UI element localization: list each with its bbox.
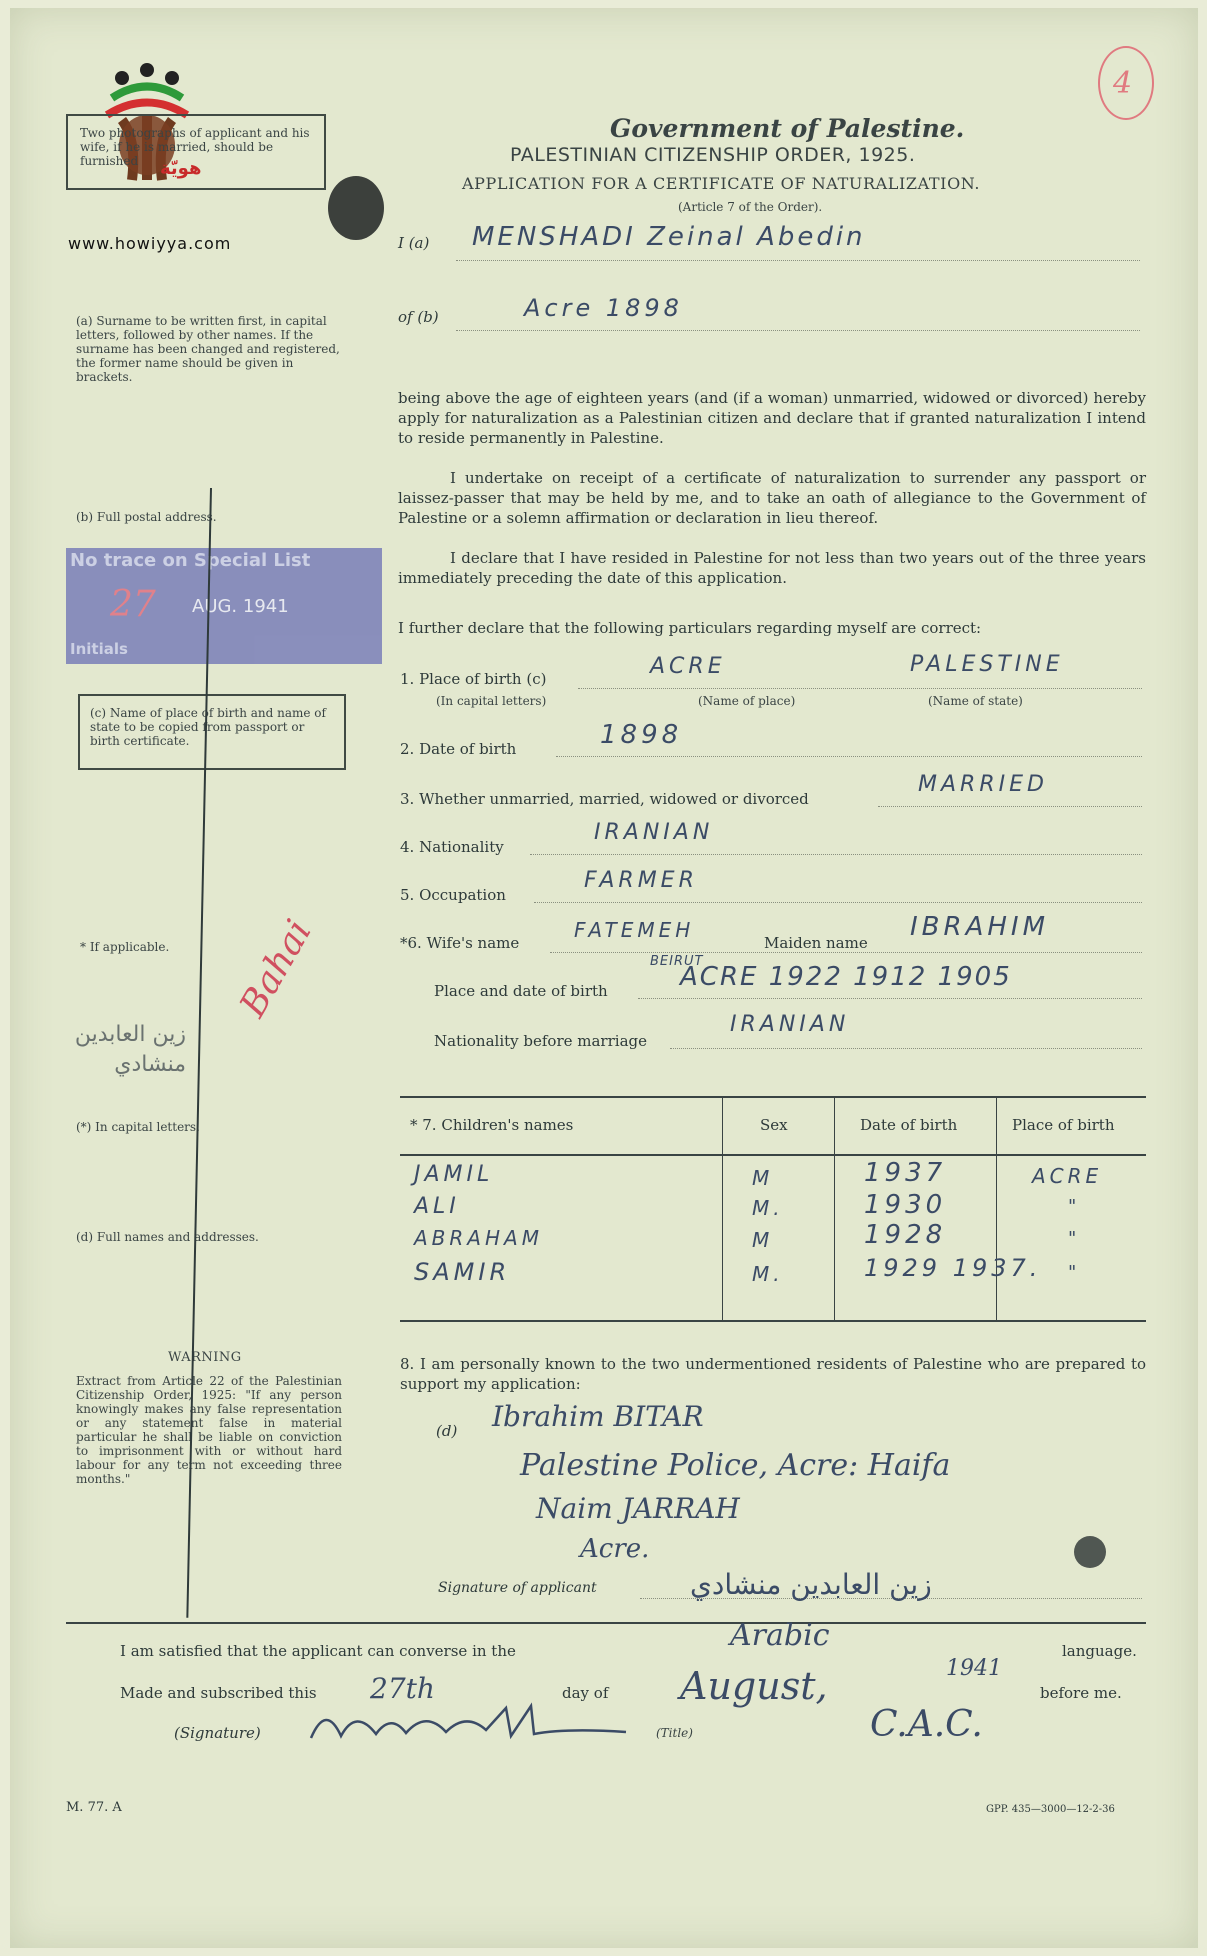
child-name: SAMIR	[414, 1258, 511, 1286]
paragraph-undertake: I undertake on receipt of a certificate of naturalization to surrender any passport or laissez-passer that may be held by me, and to take an oath of allegiance to the Government of Palestine or a solemn affirmation or declaration in lieu thereof.	[398, 469, 1146, 527]
header-government: Government of Palestine.	[610, 114, 965, 143]
item1-label: 1. Place of birth (c)	[400, 670, 547, 688]
item8-text: 8. I am personally known to the two undermentioned residents of Palestine who are prepared to support my application:	[400, 1355, 1146, 1393]
section-divider	[66, 1622, 1146, 1624]
item1-sub1: (In capital letters)	[436, 694, 547, 708]
signature-label: Signature of applicant	[438, 1580, 597, 1596]
paragraph-apply: being above the age of eighteen years (and (if a woman) unmarried, widowed or divorced) hereby apply for naturalization as a Palestinian citizen and declare that if granted naturalization I intend to reside permanently in Palestine.	[398, 389, 1146, 447]
col-header-name: * 7. Children's names	[410, 1116, 574, 1134]
children-table	[400, 1096, 1146, 1322]
stamp-day: 27	[110, 584, 156, 625]
item3-label: 3. Whether unmarried, married, widowed or divorced	[400, 790, 809, 808]
maiden-label: Maiden name	[764, 934, 868, 952]
child-dob: 1930	[864, 1190, 947, 1220]
item5-line	[534, 902, 1142, 903]
paragraph-further: I further declare that the following particulars regarding myself are correct:	[398, 619, 982, 637]
item2-line	[556, 756, 1142, 757]
stamp-date: AUG. 1941	[192, 596, 289, 617]
address-line	[456, 330, 1140, 331]
wife-nat-label: Nationality before marriage	[434, 1032, 647, 1050]
referee-line: Ibrahim BITAR	[492, 1400, 704, 1433]
item6-label: *6. Wife's name	[400, 934, 520, 952]
form-page	[10, 8, 1198, 1948]
child-pob: "	[1068, 1196, 1081, 1217]
official-signature	[306, 1698, 636, 1748]
item4-label: 4. Nationality	[400, 838, 504, 856]
table-header-divider	[400, 1154, 1146, 1156]
referee-line: Palestine Police, Acre: Haifa	[520, 1448, 951, 1483]
child-name: ABRAHAM	[414, 1226, 543, 1250]
postal-note: (b) Full postal address.	[76, 510, 217, 524]
stamp-line3: Initials	[70, 640, 128, 658]
child-dob: 1937	[864, 1158, 947, 1188]
applicant-signature: زين العابدين منشادي	[690, 1568, 932, 1601]
birth-state: PALESTINE	[910, 652, 1064, 677]
photo-note-box	[66, 114, 326, 190]
child-name: ALI	[414, 1194, 460, 1219]
child-dob: 1928	[864, 1220, 947, 1250]
special-list-stamp	[66, 548, 382, 664]
month-handwritten: August,	[680, 1664, 828, 1708]
if-applicable-note: * If applicable.	[80, 940, 170, 954]
print-code: GPP. 435—3000—12-2-36	[986, 1804, 1115, 1815]
d-label: (d)	[436, 1422, 458, 1440]
item2-label: 2. Date of birth	[400, 740, 517, 758]
surname-note: (a) Surname to be written first, in capital letters, followed by other names. If the surname has been changed and registered, the former name should be given in brackets.	[76, 314, 340, 384]
wife-nat-line	[670, 1048, 1142, 1049]
birth-note: (c) Name of place of birth and name of state to be copied from passport or birth certificate.	[90, 706, 326, 748]
signature-caption: (Signature)	[174, 1724, 261, 1742]
full-names-note: (d) Full names and addresses.	[76, 1230, 259, 1244]
wife-pob-label: Place and date of birth	[434, 982, 608, 1000]
item1-sub2: (Name of place)	[698, 694, 796, 708]
ink-dot	[1074, 1536, 1106, 1568]
header-order: PALESTINIAN CITIZENSHIP ORDER, 1925.	[510, 144, 916, 166]
wife-nationality: IRANIAN	[730, 1012, 850, 1037]
form-code: M. 77. A	[66, 1800, 122, 1815]
child-dob: 1929 1937.	[864, 1254, 1042, 1282]
col-divider-3	[996, 1098, 997, 1320]
warning-text: Extract from Article 22 of the Palestinian Citizenship Order, 1925: "If any person knowingly makes any false representation or any statement false in material particular he shall be liable on conviction to imprisonment with or without hard labour for any term not exceeding three months."	[76, 1374, 342, 1486]
col-header-sex: Sex	[760, 1116, 788, 1134]
referee-line: Naim JARRAH	[536, 1492, 740, 1525]
watermark-site: www.howiyya.com	[68, 234, 232, 253]
col-divider-1	[722, 1098, 723, 1320]
occupation: FARMER	[584, 868, 698, 893]
child-sex: M.	[752, 1262, 784, 1286]
header-application: APPLICATION FOR A CERTIFICATE OF NATURALIZATION.	[462, 174, 981, 193]
child-name: JAMIL	[414, 1162, 494, 1187]
maiden-name: IBRAHIM	[910, 912, 1050, 942]
wife-pob: ACRE 1922 1912 1905	[680, 962, 1012, 992]
paragraph-resided: I declare that I have resided in Palestine for not less than two years out of the three years immediately preceding the date of this application.	[398, 549, 1146, 587]
col-header-pob: Place of birth	[1012, 1116, 1115, 1134]
birth-place: ACRE	[650, 654, 726, 679]
child-pob: "	[1068, 1262, 1081, 1283]
made-label: Made and subscribed this	[120, 1684, 317, 1702]
child-pob: ACRE	[1032, 1164, 1103, 1188]
child-sex: M.	[752, 1196, 784, 1220]
header-article: (Article 7 of the Order).	[678, 200, 823, 214]
marital-status: MARRIED	[918, 772, 1048, 797]
applicant-name: MENSHADI Zeinal Abedin	[472, 222, 866, 252]
item4-line	[530, 854, 1142, 855]
howiyya-logo-text: هويّة	[160, 158, 202, 179]
before-me: before me.	[1040, 1684, 1122, 1702]
satisfied-text: I am satisfied that the applicant can converse in the	[120, 1642, 516, 1660]
day-handwritten: 27th	[370, 1672, 435, 1705]
child-pob: "	[1068, 1228, 1081, 1249]
child-sex: M	[752, 1166, 774, 1190]
col-divider-2	[834, 1098, 835, 1320]
wife-pob-note: BEIRUT	[650, 954, 704, 969]
day-label: day of	[562, 1684, 609, 1702]
stamp-line1: No trace on Special List	[70, 550, 311, 571]
name-line	[456, 260, 1140, 261]
item3-line	[878, 806, 1142, 807]
referee-line: Acre.	[580, 1534, 650, 1564]
wife-pob-line	[638, 998, 1142, 999]
birth-note-box	[78, 694, 346, 770]
red-margin-note: Bahai	[232, 913, 320, 1024]
ink-blot	[328, 176, 384, 240]
applicant-address: Acre 1898	[524, 294, 683, 322]
title-handwritten: C.A.C.	[870, 1704, 983, 1745]
item5-label: 5. Occupation	[400, 886, 506, 904]
i-label: I (a)	[398, 234, 430, 252]
item1-line	[578, 688, 1142, 689]
wife-name: FATEMEH	[574, 918, 695, 942]
language-handwritten: Arabic	[730, 1618, 830, 1653]
nationality: IRANIAN	[594, 820, 714, 845]
child-sex: M	[752, 1228, 774, 1252]
capital-letters-note: (*) In capital letters.	[76, 1120, 200, 1134]
photo-note: Two photographs of applicant and his wife, if he is married, should be furnished	[80, 126, 310, 168]
birth-date: 1898	[600, 720, 683, 750]
col-header-dob: Date of birth	[860, 1116, 958, 1134]
title-caption: (Title)	[656, 1726, 693, 1740]
item1-sub3: (Name of state)	[928, 694, 1023, 708]
year-handwritten: 1941	[946, 1656, 1002, 1681]
warning-title: WARNING	[168, 1350, 242, 1365]
item6-line	[550, 952, 1142, 953]
corner-mark-text: 4	[1113, 66, 1133, 101]
language-label: language.	[1062, 1642, 1137, 1660]
arabic-margin-note: زين العابدين منشادي	[74, 1022, 186, 1077]
of-label: of (b)	[398, 308, 439, 326]
